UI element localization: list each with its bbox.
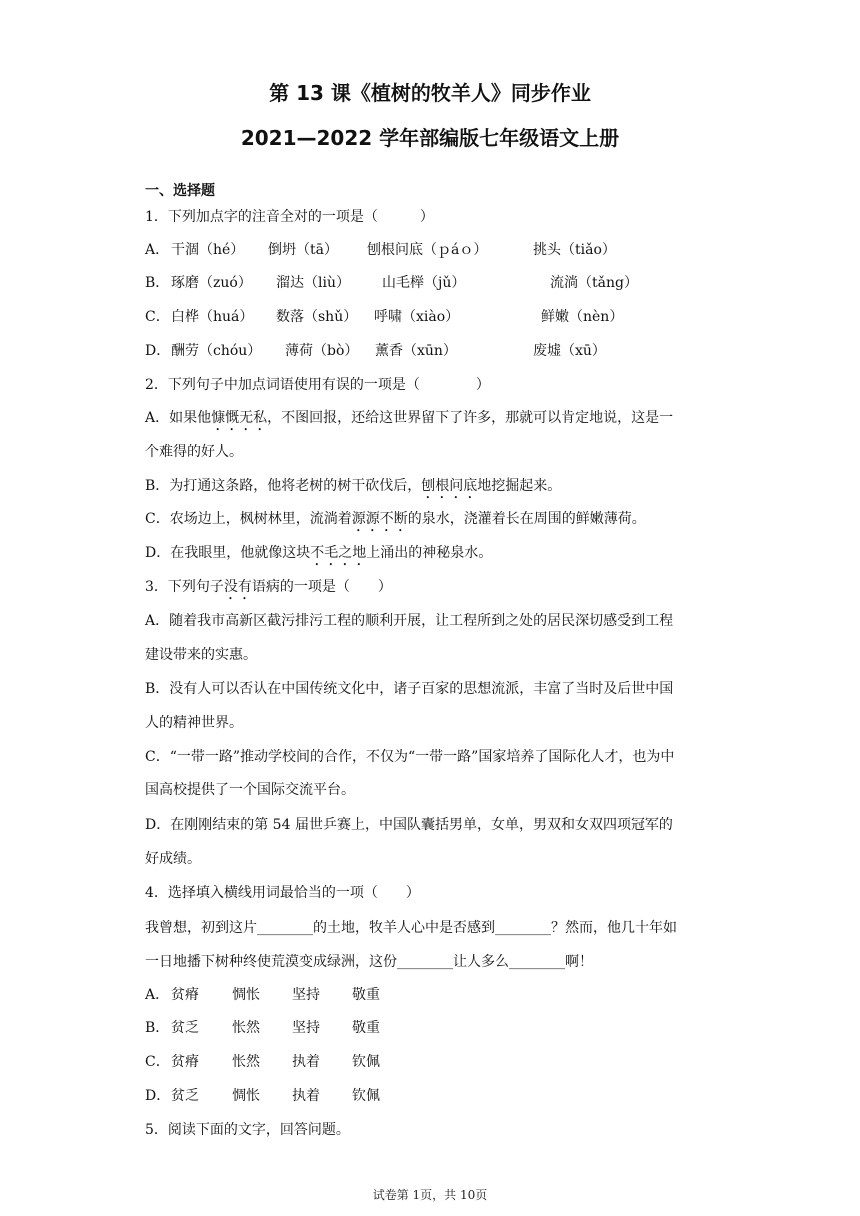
question-5-stem: 5．阅读下面的文字，回答问题。 bbox=[145, 1122, 350, 1138]
option-word: 挑头（tiǎo） bbox=[533, 242, 616, 258]
option-word: 酬劳（chóu） bbox=[171, 343, 262, 359]
option-word: 执着 bbox=[292, 1054, 320, 1070]
question-1-stem: 1．下列加点字的注音全对的一项是（ ） bbox=[145, 209, 434, 225]
text-segment: C．农场边上，枫树林里，流淌着 bbox=[145, 511, 352, 527]
text-segment: D．在我眼里，他就像这块 bbox=[145, 545, 311, 561]
text-segment: ，不图回报，还给这世界留下了许多，那就可以肯定地说，这是一 bbox=[267, 410, 674, 426]
option-letter: B． bbox=[145, 275, 170, 291]
question-2-option-a bbox=[145, 408, 673, 434]
option-word: 流淌（tǎng） bbox=[550, 275, 638, 291]
option-word: 倒坍（tā） bbox=[268, 242, 338, 258]
question-2-stem: 2．下列句子中加点词语使用有误的一项是（ ） bbox=[145, 377, 490, 393]
option-word: 敬重 bbox=[352, 987, 380, 1003]
option-word: 数落（shǔ） bbox=[276, 309, 358, 325]
question-3-option-b: B．没有人可以否认在中国传统文化中，诸子百家的思想流派，丰富了当时及后世中国 bbox=[145, 681, 674, 697]
question-3-stem bbox=[145, 577, 392, 603]
option-word: 废墟（xū） bbox=[533, 343, 606, 359]
page-footer: 试卷第 1页，共 10页 bbox=[372, 1188, 488, 1202]
option-word: 贫乏 bbox=[171, 1088, 199, 1104]
question-4-passage-line2: 一日地播下树种终使荒漠变成绿洲，这份________让人多么________啊！ bbox=[145, 954, 593, 970]
option-word: 薄荷（bò） bbox=[285, 343, 359, 359]
option-word: 钦佩 bbox=[352, 1088, 380, 1104]
option-word: 惆怅 bbox=[232, 987, 260, 1003]
emphasized-word: 没有 bbox=[223, 579, 252, 595]
page-subtitle: 2021—2022 学年部编版七年级语文上册 bbox=[240, 126, 620, 150]
option-word: 薰香（xūn） bbox=[375, 343, 457, 359]
question-2-option-d bbox=[145, 543, 492, 569]
option-word: 呼啸（xiào） bbox=[374, 309, 460, 325]
question-3-option-c-cont: 国高校提供了一个国际交流平台。 bbox=[145, 782, 355, 798]
option-word: 执着 bbox=[292, 1088, 320, 1104]
text-segment: 语病的一项是（ ） bbox=[251, 579, 392, 595]
question-3-option-a: A．随着我市高新区截污排污工程的顺利开展，让工程所到之处的居民深切感受到工程 bbox=[145, 613, 674, 629]
question-3-option-a-cont: 建设带来的实惠。 bbox=[145, 647, 257, 663]
option-word: 鲜嫩（nèn） bbox=[541, 309, 624, 325]
option-word: 坚持 bbox=[292, 1020, 320, 1036]
question-3-option-b-cont: 人的精神世界。 bbox=[145, 715, 243, 731]
option-word: 惆怅 bbox=[232, 1088, 260, 1104]
option-word: 山毛榉（jǔ） bbox=[382, 275, 466, 291]
question-4-passage-line1: 我曾想，初到这片________的土地，牧羊人心中是否感到________？然而，他几十年如 bbox=[145, 920, 677, 936]
option-word: 怅然 bbox=[232, 1020, 260, 1036]
option-word: 坚持 bbox=[292, 987, 320, 1003]
option-word: 白桦（huá） bbox=[171, 309, 254, 325]
emphasized-word: 刨根问底 bbox=[421, 478, 478, 494]
option-word: 贫瘠 bbox=[171, 987, 199, 1003]
text-segment: 上涌出的神秘泉水。 bbox=[366, 545, 493, 561]
option-word: 贫瘠 bbox=[171, 1054, 199, 1070]
question-3-option-c: C．“一带一路”推动学校间的合作，不仅为“一带一路”国家培养了国际化人才，也为中 bbox=[145, 749, 675, 765]
question-2-option-a-cont: 个难得的好人。 bbox=[145, 444, 243, 460]
option-word: 干涸（hé） bbox=[171, 242, 245, 258]
option-word: 刨根问底（ｐáｏ） bbox=[367, 242, 488, 258]
emphasized-word: 慷慨无私 bbox=[211, 410, 268, 426]
option-word: 钦佩 bbox=[352, 1054, 380, 1070]
emphasized-word: 源源不断 bbox=[351, 511, 408, 527]
question-3-option-d-cont: 好成绩。 bbox=[145, 851, 201, 867]
option-letter: A． bbox=[145, 987, 170, 1003]
text-segment: 3．下列句子 bbox=[145, 579, 224, 595]
text-segment: 地挖掘起来。 bbox=[477, 478, 562, 494]
option-word: 琢磨（zuó） bbox=[171, 275, 252, 291]
text-segment: 的泉水，浇灌着长在周围的鲜嫩薄荷。 bbox=[407, 511, 646, 527]
question-3-option-d: D．在刚刚结束的第 54 届世乒赛上，中国队囊括男单，女单，男双和女双四项冠军的 bbox=[145, 817, 673, 833]
option-letter: A． bbox=[145, 242, 170, 258]
section-heading: 一、选择题 bbox=[145, 183, 215, 199]
page-title: 第 13 课《植树的牧羊人》同步作业 bbox=[269, 81, 591, 105]
question-2-option-c bbox=[145, 509, 646, 535]
option-letter: D． bbox=[145, 343, 171, 359]
question-4-stem: 4．选择填入横线用词最恰当的一项（ ） bbox=[145, 885, 420, 901]
text-segment: A．如果他 bbox=[145, 410, 212, 426]
option-letter: D． bbox=[145, 1088, 171, 1104]
text-segment: B．为打通这条路，他将老树的树干砍伐后， bbox=[145, 478, 422, 494]
option-letter: C． bbox=[145, 1054, 170, 1070]
option-letter: B． bbox=[145, 1020, 170, 1036]
option-letter: C． bbox=[145, 309, 170, 325]
option-word: 溜达（liù） bbox=[276, 275, 350, 291]
option-word: 贫乏 bbox=[171, 1020, 199, 1036]
emphasized-word: 不毛之地 bbox=[310, 545, 367, 561]
question-2-option-b bbox=[145, 476, 561, 502]
option-word: 怅然 bbox=[232, 1054, 260, 1070]
option-word: 敬重 bbox=[352, 1020, 380, 1036]
